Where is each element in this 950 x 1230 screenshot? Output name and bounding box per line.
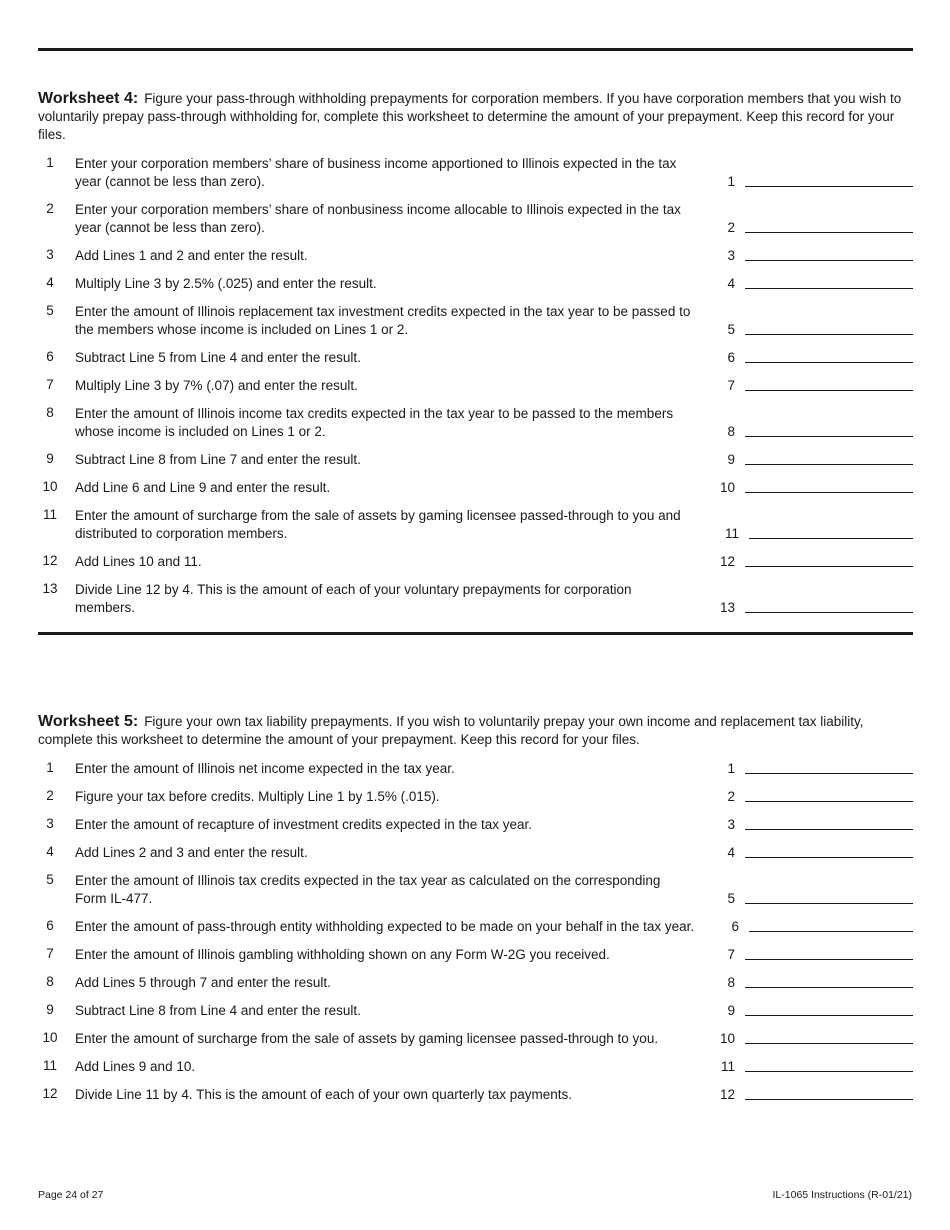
line-ref-number: 8 (727, 975, 735, 990)
worksheet-5-lines (38, 755, 913, 1109)
line-description: Subtract Line 8 from Line 7 and enter the result. (75, 452, 361, 467)
line-ref-number: 2 (727, 220, 735, 235)
page-number: Page 24 of 27 (38, 1189, 104, 1201)
line-ref-number: 11 (724, 526, 739, 541)
line-number: 11 (42, 1058, 57, 1073)
line-description: Enter the amount of Illinois tax credits expected in the tax year as calculated on the corresponding Form IL-477. (75, 873, 661, 906)
line-number: 7 (46, 377, 54, 392)
amount-entry-line[interactable] (745, 1086, 913, 1100)
line-number: 12 (42, 1086, 58, 1101)
worksheet-line (38, 474, 913, 502)
line-number: 2 (46, 201, 54, 216)
line-number: 8 (46, 405, 54, 420)
worksheet-line (38, 941, 913, 969)
line-description: Multiply Line 3 by 7% (.07) and enter the result. (75, 378, 358, 393)
worksheet-line (38, 548, 913, 576)
worksheet-5 (38, 713, 913, 1109)
worksheet-line (38, 446, 913, 474)
amount-entry-line[interactable] (745, 349, 913, 363)
line-description: Enter the amount of pass-through entity withholding expected to be made on your behalf in the tax year. (75, 919, 695, 934)
worksheet-line (38, 150, 913, 196)
line-number: 6 (46, 918, 54, 933)
line-ref-number: 3 (727, 817, 735, 832)
line-description: Enter the amount of Illinois net income expected in the tax year. (75, 761, 455, 776)
amount-entry-line[interactable] (745, 816, 913, 830)
amount-entry-line[interactable] (745, 974, 913, 988)
line-ref-number: 13 (719, 600, 735, 615)
line-description: Add Line 6 and Line 9 and enter the result. (75, 480, 331, 495)
worksheet-line (38, 969, 913, 997)
line-description: Figure your tax before credits. Multiply Line 1 by 1.5% (.015). (75, 789, 440, 804)
line-description: Enter the amount of surcharge from the sale of assets by gaming licensee passed-through to you and distributed to corporation members. (75, 508, 681, 541)
amount-entry-line[interactable] (749, 525, 913, 539)
line-ref-number: 4 (727, 276, 735, 291)
line-number: 13 (42, 581, 58, 596)
line-ref-number: 11 (720, 1059, 735, 1074)
line-description: Subtract Line 8 from Line 4 and enter the result. (75, 1003, 361, 1018)
line-number: 8 (46, 974, 54, 989)
line-ref-number: 12 (719, 554, 735, 569)
line-number: 3 (46, 247, 54, 262)
line-ref-number: 5 (727, 891, 735, 906)
amount-entry-line[interactable] (745, 1058, 913, 1072)
line-description: Enter the amount of recapture of investment credits expected in the tax year. (75, 817, 533, 832)
line-number: 9 (46, 451, 54, 466)
line-ref-number: 8 (727, 424, 735, 439)
amount-entry-line[interactable] (745, 890, 913, 904)
line-ref-number: 10 (719, 480, 735, 495)
worksheet-line (38, 298, 913, 344)
line-ref-number: 6 (727, 350, 735, 365)
worksheet-5-intro-text: Figure your own tax liability prepayments. If you wish to voluntarily prepay your own income and replacement tax liability, complete this worksheet to determine the amount of your prepayment. Keep this record for your files. (38, 714, 864, 747)
line-ref-number: 2 (727, 789, 735, 804)
worksheet-line (38, 270, 913, 298)
worksheet-line (38, 400, 913, 446)
amount-entry-line[interactable] (745, 788, 913, 802)
amount-entry-line[interactable] (745, 377, 913, 391)
amount-entry-line[interactable] (745, 599, 913, 613)
worksheet-4-bottom-rule (38, 632, 913, 635)
worksheet-4 (38, 90, 913, 622)
amount-entry-line[interactable] (745, 423, 913, 437)
line-number: 1 (46, 760, 54, 775)
worksheet-4-intro-text: Figure your pass-through withholding prepayments for corporation members. If you have corporation members that you wish to voluntarily prepay pass-through withholding for, complete this worksheet to determine the amount of your prepayment. Keep this record for your files. (38, 91, 902, 142)
line-description: Add Lines 2 and 3 and enter the result. (75, 845, 308, 860)
worksheet-line (38, 811, 913, 839)
worksheet-line (38, 372, 913, 400)
line-ref-number: 4 (727, 845, 735, 860)
worksheet-line (38, 839, 913, 867)
line-number: 12 (42, 553, 58, 568)
worksheet-4-intro (38, 90, 913, 144)
line-description: Enter the amount of Illinois replacement tax investment credits expected in the tax year to be passed to the members whose income is included on Lines 1 or 2. (75, 304, 691, 337)
worksheet-line (38, 344, 913, 372)
line-description: Add Lines 1 and 2 and enter the result. (75, 248, 308, 263)
line-description: Enter your corporation members’ share of nonbusiness income allocable to Illinois expected in the tax year (cannot be less than zero). (75, 202, 681, 235)
worksheet-line (38, 867, 913, 913)
line-description: Add Lines 5 through 7 and enter the result. (75, 975, 331, 990)
worksheet-5-title: Worksheet 5: (38, 713, 139, 730)
worksheet-line (38, 1081, 913, 1109)
worksheet-line (38, 242, 913, 270)
amount-entry-line[interactable] (749, 918, 913, 932)
line-number: 5 (46, 303, 54, 318)
top-rule (38, 48, 913, 51)
amount-entry-line[interactable] (745, 844, 913, 858)
line-description: Add Lines 10 and 11. (75, 554, 202, 569)
line-number: 10 (42, 1030, 58, 1045)
amount-entry-line[interactable] (745, 1002, 913, 1016)
amount-entry-line[interactable] (745, 321, 913, 335)
line-description: Multiply Line 3 by 2.5% (.025) and enter the result. (75, 276, 377, 291)
line-description: Enter your corporation members’ share of business income apportioned to Illinois expected in the tax year (cannot be less than zero). (75, 156, 677, 189)
worksheet-line (38, 783, 913, 811)
worksheet-4-title: Worksheet 4: (38, 90, 139, 107)
amount-entry-line[interactable] (745, 451, 913, 465)
line-ref-number: 9 (727, 1003, 735, 1018)
amount-entry-line[interactable] (745, 760, 913, 774)
line-number: 10 (42, 479, 58, 494)
line-number: 2 (46, 788, 54, 803)
line-ref-number: 3 (727, 248, 735, 263)
worksheet-4-lines (38, 150, 913, 622)
amount-entry-line[interactable] (745, 173, 913, 187)
line-ref-number: 10 (719, 1031, 735, 1046)
line-ref-number: 1 (727, 761, 735, 776)
line-description: Add Lines 9 and 10. (75, 1059, 196, 1074)
line-ref-number: 5 (727, 322, 735, 337)
line-description: Enter the amount of Illinois income tax credits expected in the tax year to be passed to the members whose income is included on Lines 1 or 2. (75, 406, 674, 439)
line-description: Enter the amount of Illinois gambling withholding shown on any Form W-2G you received. (75, 947, 610, 962)
line-number: 4 (46, 844, 54, 859)
line-number: 1 (46, 155, 54, 170)
amount-entry-line[interactable] (745, 275, 913, 289)
line-description: Divide Line 11 by 4. This is the amount of each of your own quarterly tax payments. (75, 1087, 573, 1102)
line-number: 4 (46, 275, 54, 290)
worksheet-line (38, 1025, 913, 1053)
line-description: Divide Line 12 by 4. This is the amount of each of your voluntary prepayments for corporation members. (75, 582, 632, 615)
worksheet-line (38, 196, 913, 242)
line-description: Enter the amount of surcharge from the sale of assets by gaming licensee passed-through to you. (75, 1031, 659, 1046)
amount-entry-line[interactable] (745, 1030, 913, 1044)
amount-entry-line[interactable] (745, 247, 913, 261)
line-ref-number: 1 (727, 174, 735, 189)
line-number: 5 (46, 872, 54, 887)
line-ref-number: 12 (719, 1087, 735, 1102)
line-number: 7 (46, 946, 54, 961)
worksheet-5-intro (38, 713, 913, 749)
worksheet-line (38, 502, 913, 548)
line-number: 3 (46, 816, 54, 831)
line-ref-number: 6 (731, 919, 739, 934)
amount-entry-line[interactable] (745, 946, 913, 960)
line-number: 6 (46, 349, 54, 364)
line-number: 11 (42, 507, 57, 522)
line-ref-number: 7 (727, 378, 735, 393)
worksheet-line (38, 576, 913, 622)
form-id: IL-1065 Instructions (R-01/21) (772, 1189, 912, 1201)
amount-entry-line[interactable] (745, 553, 913, 567)
line-description: Subtract Line 5 from Line 4 and enter the result. (75, 350, 361, 365)
amount-entry-line[interactable] (745, 479, 913, 493)
line-ref-number: 9 (727, 452, 735, 467)
amount-entry-line[interactable] (745, 219, 913, 233)
worksheet-line (38, 755, 913, 783)
worksheet-line (38, 997, 913, 1025)
line-number: 9 (46, 1002, 54, 1017)
line-ref-number: 7 (727, 947, 735, 962)
worksheet-line (38, 913, 913, 941)
worksheet-line (38, 1053, 913, 1081)
